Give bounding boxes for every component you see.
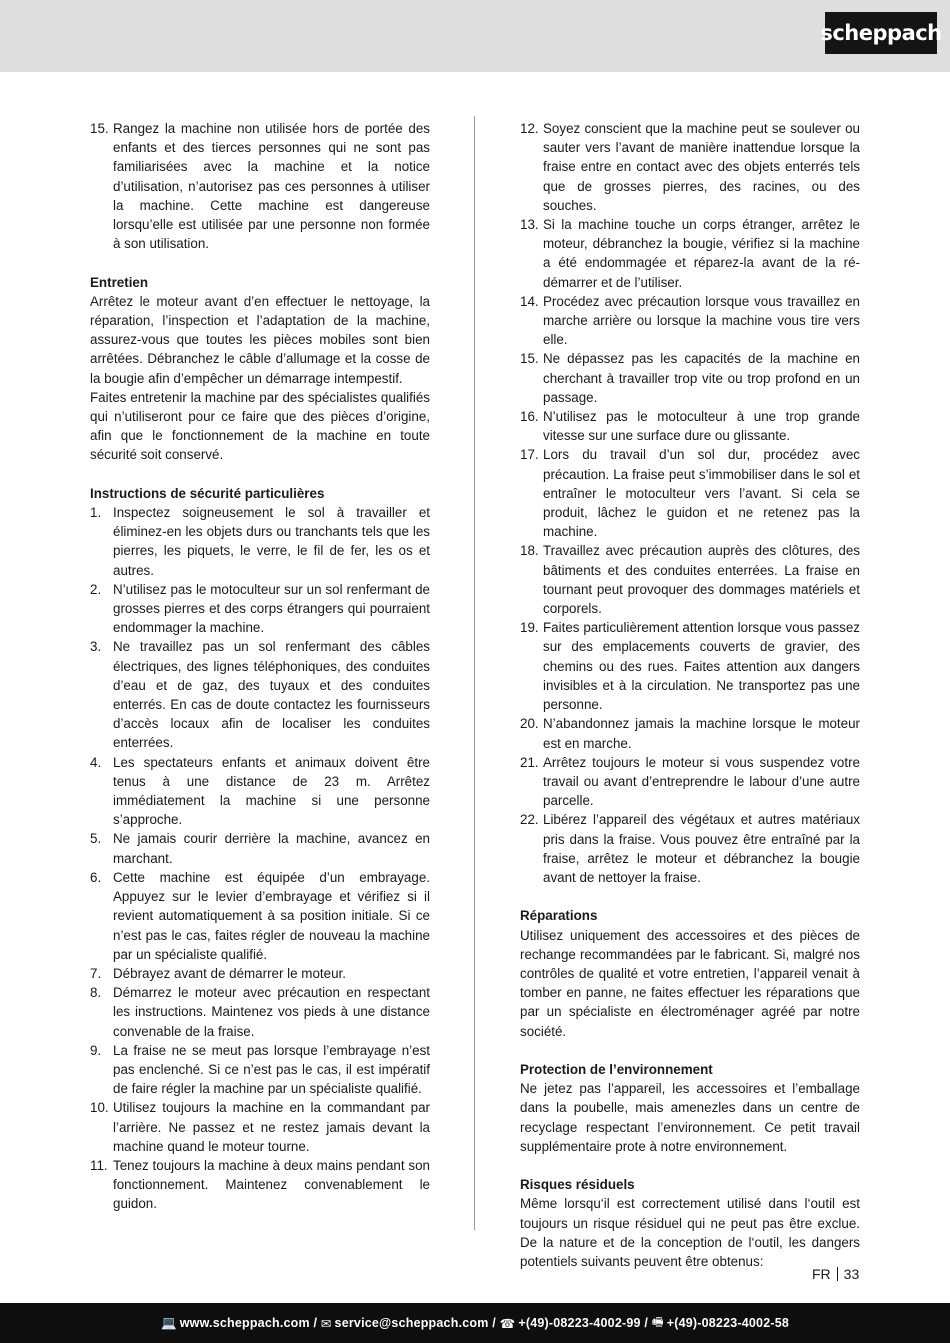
item-number: 22. [520,812,539,828]
list-item [90,753,430,830]
item-text: N’abandonnez jamais la machine lorsque le moteur est en marche. [543,716,860,751]
list-item [90,1156,430,1214]
list-item [520,349,860,407]
list-item [520,618,860,714]
footer-phone: +(49)-08223-4002-99 [518,1316,641,1330]
phone-icon: ☎ [499,1316,516,1331]
item-text: Procédez avec précaution lorsque vous travaillez en marche arrière ou lorsque la machine vous tire vers elle. [543,293,860,348]
item-text: Inspectez soigneusement le sol à travailler et éliminez-en les objets durs ou tranchants tels que les pierres, les piquets, le verre, le fil de fer, les os et autres. [113,505,430,578]
item-text: Ne jamais courir derrière la machine, avancez en marchant. [113,831,430,866]
page-number [812,1266,859,1282]
list-item [90,1041,430,1099]
computer-icon: 💻 [160,1315,177,1330]
maintenance-paragraph-2: Faites entretenir la machine par des spécialistes qualifiés qui n’utiliseront pour ce faire que des pièces d’origine, afin que le fonctionnement de la machine en toute sécurité soit conservé. [90,389,430,463]
repairs-heading: Réparations [520,908,598,924]
column-divider [474,116,475,1230]
item-number: 15. [90,121,109,136]
list-item-15 [90,119,430,253]
item-text: Arrêtez toujours le moteur si vous suspendez votre travail ou avant d’entreprendre le labour d’une autre parcelle. [543,754,860,809]
item-text: Lors du travail d’un sol dur, procédez avec précaution. La fraise peut s’immobiliser dans le sol et entraîner le motoculteur vers l’avant. Si cela se produit, lâchez le guidon et ne retenez pas la machine. [543,447,860,540]
list-item [520,810,860,887]
brand-logo [820,12,942,54]
item-text: Si la machine touche un corps étranger, arrêtez le moteur, débranchez la bougie, vérifiez si la machine a été endommagée et réparez-la avant de la ré-démarrer et de l’utiliser. [543,217,860,290]
item-number: 20. [520,716,539,732]
list-item [90,503,430,580]
item-number: 18. [520,543,539,559]
footer-bar [0,1303,950,1343]
safety-list [90,503,430,1214]
item-text: Ne dépassez pas les capacités de la machine en cherchant à travailler trop vite ou trop profond en un passage. [543,351,860,405]
footer-email[interactable]: service@scheppach.com [334,1316,489,1330]
footer-fax: +(49)-08223-4002-58 [666,1316,790,1330]
item-text: La fraise ne se meut pas lorsque l’embrayage n’est pas enclenché. Si ce n’est pas le cas, il est impératif de faire régler la machine par un spécialiste qualifié. [113,1042,430,1097]
list-item [90,1098,430,1156]
list-item [90,868,430,964]
item-number: 15. [520,351,539,367]
item-text: Rangez la machine non utilisée hors de portée des enfants et des tierces personnes qui ne sont pas familiarisées avec la machine et la notice d’utilisation, n’autorisez pas ces personnes à utiliser la machine. Cette machine est dangereuse lorsqu’elle est utilisée par une personne non formée à son utilisation. [113,121,430,252]
page-separator [837,1267,838,1281]
item-number: 7. [90,965,102,981]
mail-icon: ✉ [320,1316,332,1331]
item-number: 8. [90,985,102,1001]
footer-separator: / [313,1316,318,1330]
item-text: Démarrez le moteur avec précaution en respectant les instructions. Maintenez vos pieds à une distance convenable de la fraise. [113,985,430,1039]
item-number: 10. [90,1100,109,1116]
item-text: Faites particulièrement attention lorsque vous passez sur des emplacements couverts de gravier, des chemins ou des rues. Faites attention aux dangers invisibles et à la circulation. Ne transportez pas une personne. [543,620,860,713]
page-number-value: 33 [843,1266,860,1282]
item-number: 6. [90,869,102,885]
right-column [520,119,860,1271]
list-item [520,407,860,445]
item-number: 19. [520,620,539,636]
list-item [90,983,430,1041]
item-number: 5. [90,831,102,847]
list-item [90,964,430,983]
footer-separator: / [644,1316,649,1330]
item-text: Débrayez avant de démarrer le moteur. [113,965,346,981]
item-text: Soyez conscient que la machine peut se soulever ou sauter vers l’avant de manière inattendue lorsque la fraise entre en contact avec des objets enterrés tels que de grosses pierres, des racines, ou des souches. [543,121,860,213]
footer-website[interactable]: www.scheppach.com [179,1316,310,1330]
residual-risks-heading: Risques résiduels [520,1177,635,1193]
fax-icon: 🖷 [651,1314,664,1329]
list-item [520,541,860,618]
item-number: 9. [90,1042,102,1058]
environment-heading: Protection de l’environnement [520,1061,713,1077]
item-text: Ne travaillez pas un sol renfermant des câbles électriques, des lignes téléphoniques, des conduites d’eau et de gaz, des tuyaux et des conduites enterrés. En cas de doute contactez les fournisseurs d’accès locaux afin de localiser les conduites enterrées. [113,639,430,751]
item-text: Travaillez avec précaution auprès des clôtures, des bâtiments et des conduites enterrées. La fraise en tournant peut provoquer des dommages matériels et corporels. [543,543,860,617]
list-item [90,637,430,752]
item-number: 13. [520,217,539,233]
list-item [90,580,430,638]
footer-separator: / [492,1316,496,1330]
list-item [520,119,860,215]
maintenance-paragraph-1: Arrêtez le moteur avant d’en effectuer le nettoyage, la réparation, l’inspection et l’adaptation de la machine, assurez-vous que toutes les pièces mobiles sont bien arrêtées. Débranchez le câble d’allumage et la cosse de la bougie afin d’empêcher un démarrage intempestif. [90,293,430,386]
environment-paragraph: Ne jetez pas l’appareil, les accessoires et l’emballage dans la poubelle, mais amenezles dans un centre de recyclage respectant l’environnement. Ce petit travail supplémentaire prote à notre environnement. [520,1081,860,1154]
list-item [520,215,860,292]
item-number: 11. [90,1157,108,1173]
header-bar [0,0,950,72]
item-text: Utilisez toujours la machine en la commandant par l’arrière. Ne passez et ne restez jamais devant la machine quand le moteur tourne. [113,1100,430,1154]
language-code: FR [812,1266,831,1282]
item-number: 17. [520,447,539,463]
item-text: Tenez toujours la machine à deux mains pendant son fonctionnement. Maintenez convenablement le guidon. [113,1157,430,1212]
item-number: 2. [90,581,102,597]
item-number: 21. [520,754,539,770]
residual-risks-paragraph: Même lorsqu‘il est correctement utilisé dans l‘outil est toujours un risque résiduel qui ne peut pas être exclue. De la nature et de la conception de l‘outil, les dangers potentiels suivants peuvent être obtenus: [520,1196,860,1269]
list-item [520,445,860,541]
item-text: N’utilisez pas le motoculteur à une trop grande vitesse sur une surface dure ou glissante. [543,409,860,444]
item-text: Libérez l’appareil des végétaux et autres matériaux pris dans la fraise. Vous pouvez être entraîné par la fraise, arrêtez le moteur et débranchez la bougie avant de nettoyer la fraise. [543,812,860,885]
item-text: Cette machine est équipée d’un embrayage. Appuyez sur le levier d’embrayage et vérifiez si il revient automatiquement à sa position initiale. Si ce n’est pas le cas, faites régler de nouveau la machine par un spécialiste qualifié. [113,869,430,962]
repairs-paragraph: Utilisez uniquement des accessoires et des pièces de rechange recommandées par le fabricant. Si, malgré nos contrôles de qualité et votre entretien, l’appareil venait à tomber en panne, ne faites effectuer les réparations que par un spécialiste en électroménager agréé par notre société. [520,927,860,1039]
item-number: 4. [90,754,102,770]
safety-heading: Instructions de sécurité particulières [90,485,325,501]
list-item [520,714,860,752]
list-item [520,292,860,350]
item-number: 14. [520,293,539,309]
item-number: 12. [520,121,539,136]
left-column [90,119,430,1214]
item-number: 16. [520,409,539,425]
list-item [520,753,860,811]
item-text: N’utilisez pas le motoculteur sur un sol renfermant de grosses pierres et des corps étrangers qui pourraient endommager la machine. [113,581,430,636]
item-number: 3. [90,639,102,655]
maintenance-heading: Entretien [90,274,149,290]
list-item [90,829,430,867]
item-text: Les spectateurs enfants et animaux doivent être tenus à une distance de 23 m. Arrêtez immédiatement la machine si une personne s’approche. [113,754,430,828]
brand-name: scheppach [820,21,942,45]
safety-list-continued [520,119,860,887]
item-number: 1. [90,505,102,521]
